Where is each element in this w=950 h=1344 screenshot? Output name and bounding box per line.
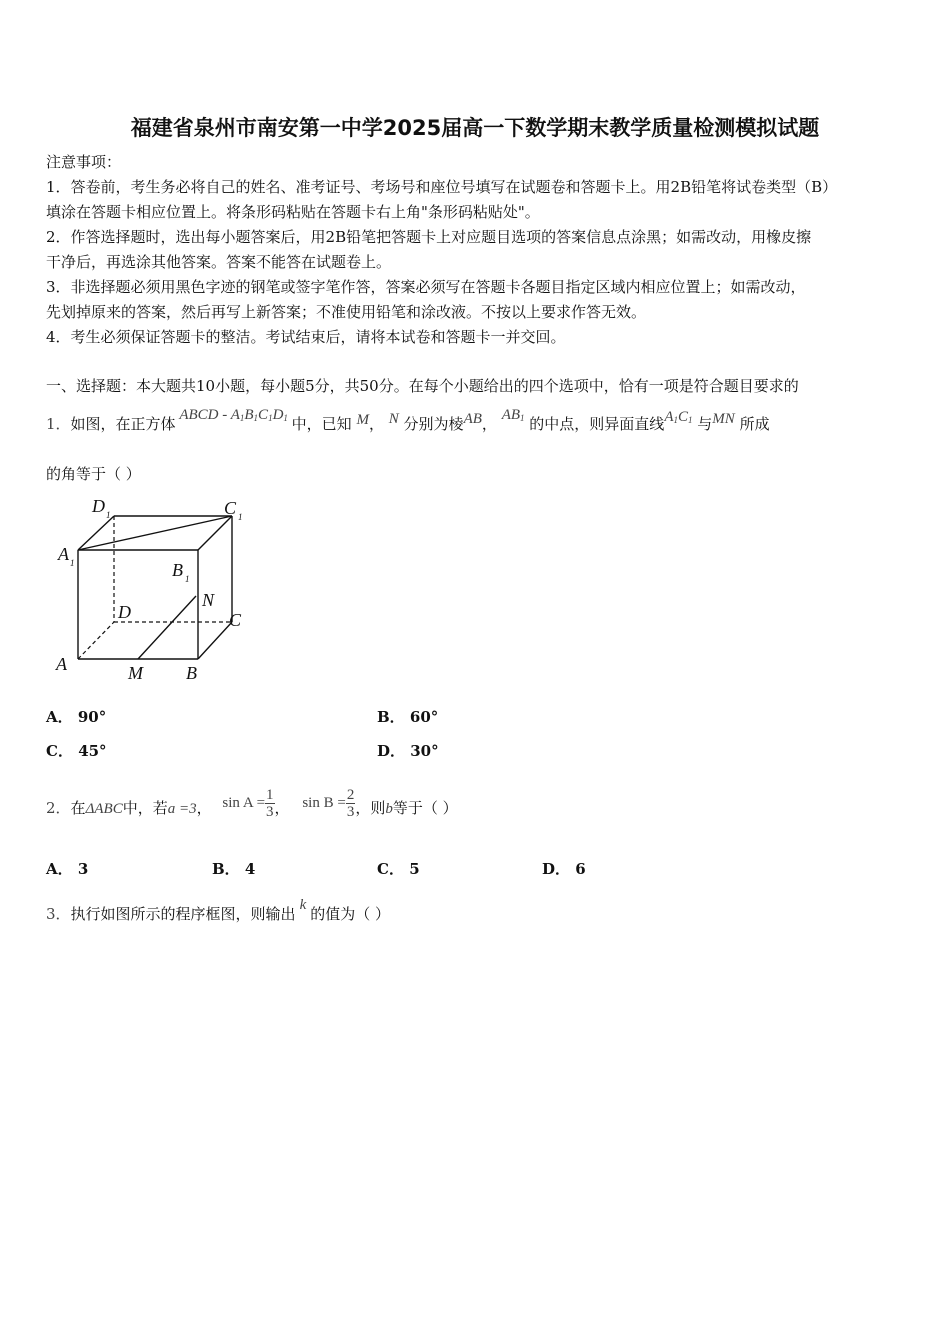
question-number: 1． [46,415,71,433]
cube-figure [52,492,252,687]
option-c[interactable]: C． 45° [46,742,107,760]
section-heading: 一、选择题：本大题共10小题，每小题5分，共50分。在每个小题给出的四个选项中，恰有一项是符合题目要求的 [46,377,799,395]
label-n: N [202,590,215,610]
notice-heading: 注意事项： [46,153,122,171]
notice-line: 2．作答选择题时，选出每小题答案后，用2B铅笔把答题卡上对应题目选项的答案信息点涂黑；如需改动，用橡皮擦 [46,228,812,246]
label-c: C [229,610,242,630]
label-b1: B [172,560,183,580]
page-title: 福建省泉州市南安第一中学2025届高一下数学期末教学质量检测模拟试题 [130,116,820,140]
label-b: B [186,663,197,683]
question-1: 1．如图，在正方体 ABCD - $A_1B_1C_1D_1$ 中，已知 M， N 分别为棱AB， $AB_1$ 的中点，则异面直线$A_1C_1$ 与MN 所成 [46,407,770,433]
edge [78,516,114,550]
hidden-edge [78,622,114,659]
label-sub: 1 [238,512,243,522]
label-sub: 1 [106,510,111,520]
notice-line: 4．考生必须保证答题卡的整洁。考试结束后，请将本试卷和答题卡一并交回。 [46,328,566,346]
segment-a1c1 [78,516,232,550]
notice-line: 填涂在答题卡相应位置上。将条形码粘贴在答题卡右上角"条形码粘贴处"。 [46,203,540,221]
option-b[interactable]: B． 4 [212,860,256,878]
label-a1: A [58,544,69,564]
edge [198,622,232,659]
label-d1: D [92,496,105,516]
option-b[interactable]: B． 60° [377,708,439,726]
question-1-cont: 的角等于（ ） [46,465,141,483]
label-sub: 1 [70,558,75,568]
segment-mn [138,596,196,659]
option-d[interactable]: D． 6 [542,860,586,878]
label-d: D [118,602,131,622]
label-c1: C [224,498,237,518]
notice-line: 3．非选择题必须用黑色字迹的钢笔或签字笔作答，答案必须写在答题卡各题目指定区域内相应位置上；如需改动， [46,278,806,296]
notice-line: 干净后，再选涂其他答案。答案不能答在试题卷上。 [46,253,392,271]
option-d[interactable]: D． 30° [377,742,439,760]
notice-line: 1．答卷前，考生务必将自己的姓名、准考证号、考场号和座位号填写在试题卷和答题卡上。用2B铅笔将试卷类型（B） [46,178,838,196]
option-c[interactable]: C． 5 [377,860,420,878]
option-a[interactable]: A． 90° [46,708,107,726]
notice-line: 先划掉原来的答案，然后再写上新答案；不准使用铅笔和涂改液。不按以上要求作答无效。 [46,303,647,321]
label-a: A [56,654,67,674]
label-sub: 1 [185,574,190,584]
option-a[interactable]: A． 3 [46,860,89,878]
question-2: 2．在ΔABC中，若a =3， sin A = $\frac{1}{3}$ ， sin B = $\frac{2}{3}$ ，则b等于（ ） [46,786,458,820]
question-3: 3．执行如图所示的程序框图，则输出 k 的值为（ ） [46,897,391,923]
label-m: M [128,663,143,683]
edge [198,516,232,550]
